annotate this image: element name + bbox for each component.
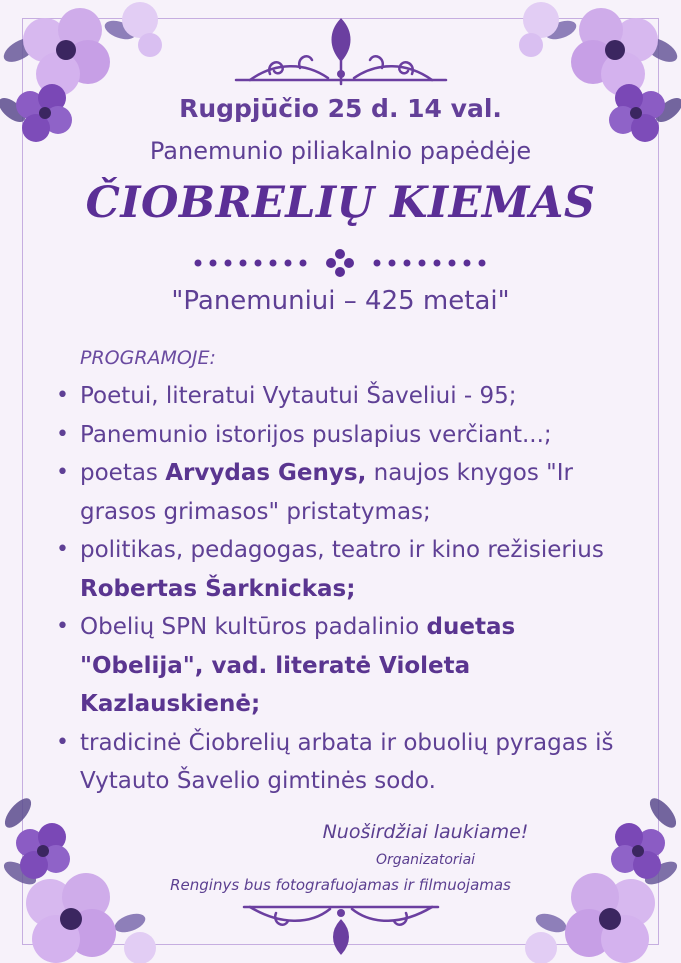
- event-date: Rugpjūčio 25 d. 14 val.: [179, 94, 502, 123]
- diamond-icon: [326, 249, 354, 277]
- event-subtitle: "Panemuniui – 425 metai": [171, 286, 510, 316]
- list-item: • Poetui, literatui Vytautui Šaveliui - 95;: [56, 377, 646, 416]
- welcome-text: Nuoširdžiai laukiame!: [322, 821, 529, 843]
- bullet-icon: •: [56, 383, 69, 408]
- program-label: PROGRAMOJE:: [80, 347, 216, 369]
- organizers-text: Organizatoriai: [375, 852, 476, 868]
- bullet-icon: •: [56, 421, 69, 447]
- list-item: • poetas Arvydas Genys, naujos knygos "Ir grasos grimasos" pristatymas;: [56, 454, 646, 531]
- bullet-icon: •: [56, 729, 69, 755]
- event-place: Panemunio piliakalnio papėdėje: [149, 137, 532, 165]
- dotted-divider: [194, 249, 486, 277]
- list-item: • Panemunio istorijos puslapius verčiant...;: [56, 416, 646, 455]
- recording-note: Renginys bus fotografuojamas ir filmuojamas: [170, 876, 511, 894]
- list-item: • politikas, pedagogas, teatro ir kino režisierius Robertas Šarknickas;: [56, 531, 646, 608]
- bullet-icon: •: [56, 537, 69, 562]
- list-item: • tradicinė Čiobrelių arbata ir obuolių pyragas iš Vytauto Šavelio gimtinės sodo.: [56, 724, 646, 801]
- bullet-icon: •: [56, 614, 69, 639]
- event-title: ČIOBRELIŲ KIEMAS: [85, 178, 596, 228]
- list-item: • Obelių SPN kultūros padalinio duetas "Obelija", vad. literatė Violeta Kazlauskienė;: [56, 608, 646, 724]
- bullet-icon: •: [56, 460, 69, 485]
- program-list: [56, 377, 646, 801]
